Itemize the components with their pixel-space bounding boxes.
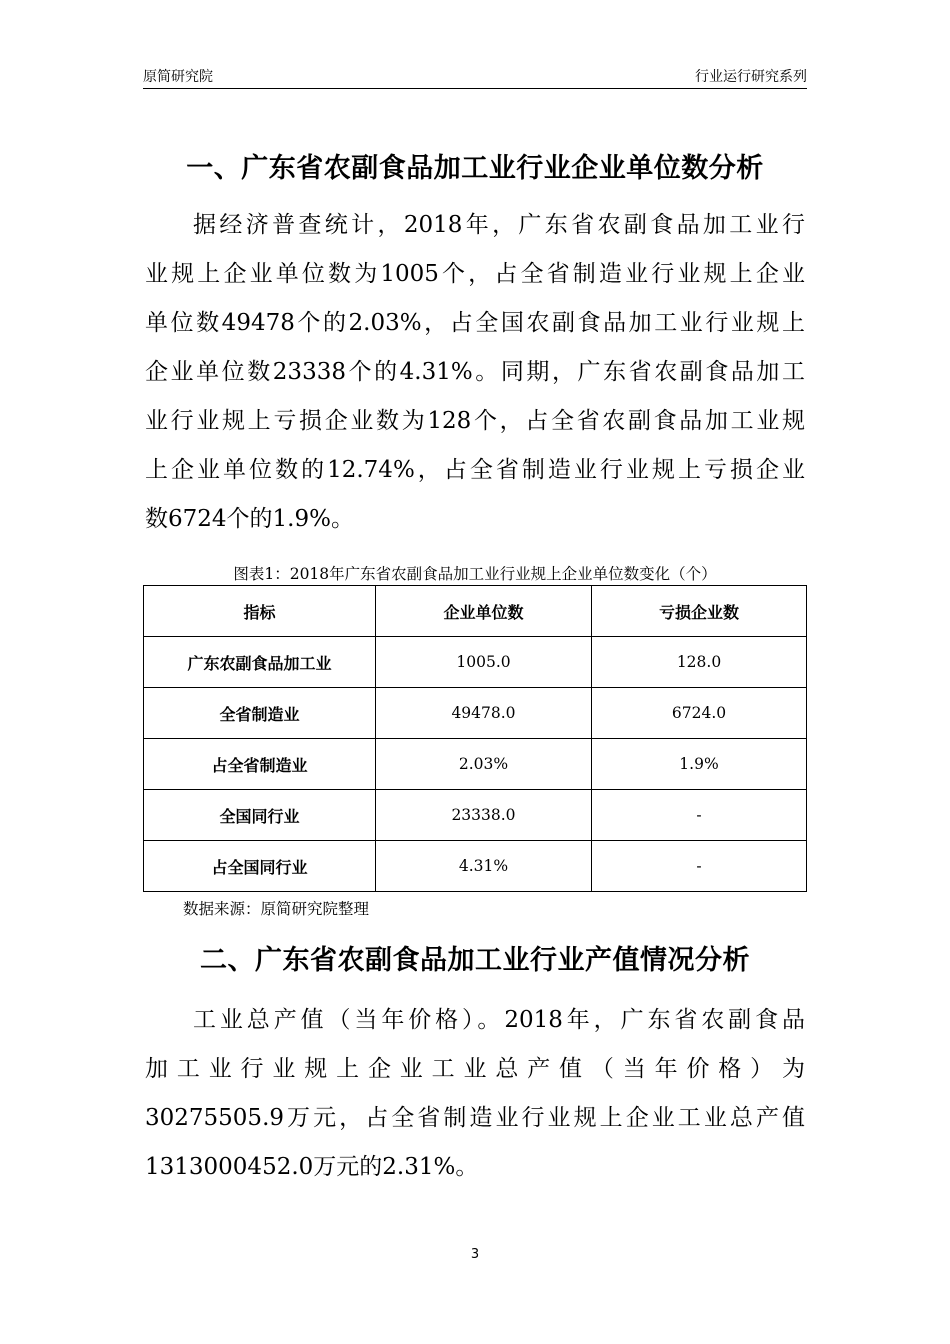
header-org: 原简研究院 [143, 69, 213, 85]
cell: 1.9% [592, 739, 807, 790]
text-line: 数6724个的1.9%。 [145, 506, 354, 532]
section2-paragraph [145, 996, 805, 1192]
cell: 1005.0 [376, 637, 592, 688]
row-label: 广东农副食品加工业 [144, 637, 376, 688]
cell: 6724.0 [592, 688, 807, 739]
text-line: 业规上企业单位数为1005个，占全省制造业行业规上企业 [145, 261, 805, 287]
text-line: 30275505.9万元，占全省制造业行业规上企业工业总产值 [145, 1105, 805, 1131]
text-line: 业行业规上亏损企业数为128个，占全省农副食品加工业规 [145, 408, 805, 434]
cell: 23338.0 [376, 790, 592, 841]
table-row [144, 739, 807, 790]
row-label: 占全国同行业 [144, 841, 376, 892]
text-line: 企业单位数23338个的4.31%。同期，广东省农副食品加工 [145, 359, 805, 385]
cell: - [592, 841, 807, 892]
text-line: 1313000452.0万元的2.31%。 [145, 1154, 479, 1180]
table-row [144, 688, 807, 739]
section1-title: 一、广东省农副食品加工业行业企业单位数分析 [186, 153, 764, 184]
column-header: 企业单位数 [376, 586, 592, 637]
page-header [143, 64, 807, 89]
cell: 4.31% [376, 841, 592, 892]
row-label: 全省制造业 [144, 688, 376, 739]
row-label: 占全省制造业 [144, 739, 376, 790]
text-line: 上企业单位数的12.74%，占全省制造业行业规上亏损企业 [145, 457, 805, 483]
enterprise-count-table [143, 585, 807, 892]
table-caption: 图表1：2018年广东省农副食品加工业行业规上企业单位数变化（个） [233, 565, 717, 583]
page-number: 3 [470, 1247, 480, 1262]
cell: 49478.0 [376, 688, 592, 739]
column-header: 指标 [144, 586, 376, 637]
cell: - [592, 790, 807, 841]
section2-title: 二、广东省农副食品加工业行业产值情况分析 [200, 945, 750, 976]
table-row [144, 790, 807, 841]
cell: 128.0 [592, 637, 807, 688]
text-line: 单位数49478个的2.03%，占全国农副食品加工业行业规上 [145, 310, 805, 336]
table-row [144, 841, 807, 892]
text-line: 据经济普查统计，2018年，广东省农副食品加工业行 [193, 212, 805, 238]
cell: 2.03% [376, 739, 592, 790]
table-header-row [144, 586, 807, 637]
row-label: 全国同行业 [144, 790, 376, 841]
text-line: 工业总产值（当年价格）。2018年，广东省农副食品 [193, 1007, 805, 1033]
text-line: 加工业行业规上企业工业总产值（当年价格）为 [145, 1056, 805, 1082]
header-series: 行业运行研究系列 [695, 69, 807, 85]
data-source-note: 数据来源：原简研究院整理 [183, 900, 370, 918]
column-header: 亏损企业数 [592, 586, 807, 637]
section1-paragraph [145, 201, 805, 544]
table-row [144, 637, 807, 688]
